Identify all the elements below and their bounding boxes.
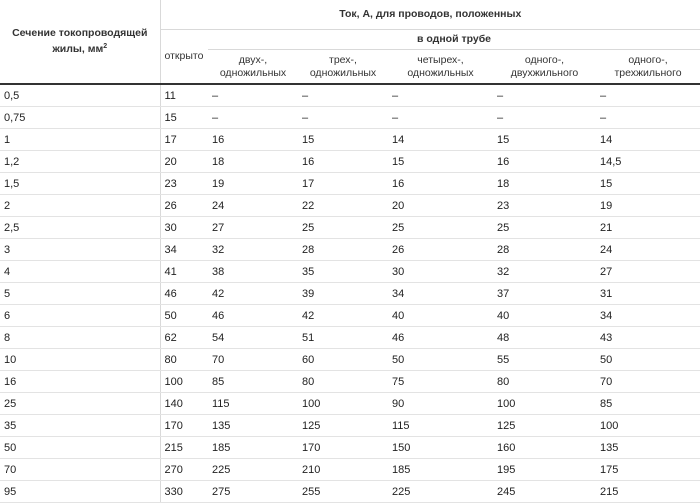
cell-open: 11 — [160, 84, 208, 107]
cell-two-single: 70 — [208, 349, 298, 371]
cell-one-three-core: 43 — [596, 327, 700, 349]
cell-one-three-core: 24 — [596, 239, 700, 261]
table-row — [0, 349, 700, 371]
cell-one-three-core: – — [596, 107, 700, 129]
cell-two-single: 19 — [208, 173, 298, 195]
cell-open: 100 — [160, 371, 208, 393]
table-header — [0, 0, 700, 84]
cell-one-two-core: 245 — [493, 481, 596, 503]
cell-three-single: 35 — [298, 261, 388, 283]
cell-four-single: 46 — [388, 327, 493, 349]
cell-three-single: 80 — [298, 371, 388, 393]
table-body — [0, 84, 700, 503]
cell-one-three-core: 14,5 — [596, 151, 700, 173]
cell-section: 70 — [0, 459, 160, 481]
cell-two-single: 18 — [208, 151, 298, 173]
cell-section: 1,2 — [0, 151, 160, 173]
table-row — [0, 217, 700, 239]
cell-three-single: 51 — [298, 327, 388, 349]
cell-section: 6 — [0, 305, 160, 327]
cell-four-single: 20 — [388, 195, 493, 217]
cell-section: 1,5 — [0, 173, 160, 195]
cell-open: 20 — [160, 151, 208, 173]
table-row — [0, 84, 700, 107]
cell-open: 34 — [160, 239, 208, 261]
cell-open: 62 — [160, 327, 208, 349]
table-row — [0, 107, 700, 129]
cell-section: 3 — [0, 239, 160, 261]
cell-one-two-core: 40 — [493, 305, 596, 327]
cell-three-single: 100 — [298, 393, 388, 415]
cell-three-single: 60 — [298, 349, 388, 371]
cell-open: 41 — [160, 261, 208, 283]
in-pipe-header: в одной трубе — [208, 30, 700, 50]
sub-header-line1: одного-, — [524, 53, 565, 66]
cell-open: 23 — [160, 173, 208, 195]
sub-header-one-three-core — [596, 50, 700, 85]
cell-three-single: 22 — [298, 195, 388, 217]
cell-open: 270 — [160, 459, 208, 481]
table-row — [0, 459, 700, 481]
cell-three-single: 28 — [298, 239, 388, 261]
cell-one-two-core: 23 — [493, 195, 596, 217]
cell-two-single: 46 — [208, 305, 298, 327]
sub-header-line2: одножильных — [219, 66, 287, 79]
cell-two-single: 27 — [208, 217, 298, 239]
cell-section: 95 — [0, 481, 160, 503]
cell-two-single: 54 — [208, 327, 298, 349]
cell-one-two-core: 100 — [493, 393, 596, 415]
cell-one-three-core: 135 — [596, 437, 700, 459]
cell-section: 8 — [0, 327, 160, 349]
cell-open: 170 — [160, 415, 208, 437]
cell-section: 16 — [0, 371, 160, 393]
cell-four-single: 16 — [388, 173, 493, 195]
sub-header-line2: одножильных — [309, 66, 377, 79]
cell-one-three-core: 215 — [596, 481, 700, 503]
table-row — [0, 261, 700, 283]
cell-section: 4 — [0, 261, 160, 283]
cell-one-two-core: 125 — [493, 415, 596, 437]
cell-four-single: 34 — [388, 283, 493, 305]
cell-two-single: 85 — [208, 371, 298, 393]
cell-section: 0,5 — [0, 84, 160, 107]
cell-two-single: 275 — [208, 481, 298, 503]
cell-three-single: 42 — [298, 305, 388, 327]
cell-four-single: 50 — [388, 349, 493, 371]
cell-section: 10 — [0, 349, 160, 371]
cell-two-single: 38 — [208, 261, 298, 283]
cell-two-single: 24 — [208, 195, 298, 217]
cell-one-two-core: 16 — [493, 151, 596, 173]
cell-one-three-core: 34 — [596, 305, 700, 327]
cell-open: 17 — [160, 129, 208, 151]
cell-four-single: 185 — [388, 459, 493, 481]
cell-one-three-core: 15 — [596, 173, 700, 195]
sub-header-four-single — [388, 50, 493, 85]
cell-three-single: 210 — [298, 459, 388, 481]
cell-section: 2 — [0, 195, 160, 217]
cell-two-single: – — [208, 107, 298, 129]
table-row — [0, 393, 700, 415]
cell-four-single: 225 — [388, 481, 493, 503]
cell-four-single: 30 — [388, 261, 493, 283]
table-row — [0, 415, 700, 437]
cell-one-two-core: – — [493, 84, 596, 107]
cell-one-three-core: 31 — [596, 283, 700, 305]
cell-two-single: 185 — [208, 437, 298, 459]
cell-four-single: 15 — [388, 151, 493, 173]
cell-four-single: – — [388, 84, 493, 107]
sub-header-line1: трех-, — [329, 53, 357, 66]
cell-four-single: 115 — [388, 415, 493, 437]
cell-two-single: 225 — [208, 459, 298, 481]
cell-two-single: – — [208, 84, 298, 107]
cell-four-single: 75 — [388, 371, 493, 393]
cell-one-two-core: 80 — [493, 371, 596, 393]
table-row — [0, 283, 700, 305]
cell-two-single: 135 — [208, 415, 298, 437]
open-header: открыто — [160, 30, 208, 85]
cell-one-two-core: 32 — [493, 261, 596, 283]
table-row — [0, 151, 700, 173]
cell-one-three-core: 19 — [596, 195, 700, 217]
cell-open: 30 — [160, 217, 208, 239]
cell-four-single: 90 — [388, 393, 493, 415]
cell-one-three-core: 27 — [596, 261, 700, 283]
cell-three-single: 25 — [298, 217, 388, 239]
cell-section: 2,5 — [0, 217, 160, 239]
cell-three-single: 39 — [298, 283, 388, 305]
cell-four-single: – — [388, 107, 493, 129]
table-row — [0, 437, 700, 459]
section-header-text: Сечение токопроводящей жилы, мм — [12, 27, 148, 55]
cell-one-three-core: 100 — [596, 415, 700, 437]
cell-open: 26 — [160, 195, 208, 217]
cell-open: 50 — [160, 305, 208, 327]
cell-three-single: – — [298, 84, 388, 107]
table-row — [0, 173, 700, 195]
sub-header-line1: двух-, — [238, 53, 268, 66]
sub-header-line1: одного-, — [628, 53, 668, 66]
cell-one-two-core: 55 — [493, 349, 596, 371]
sub-header-two-single — [208, 50, 298, 85]
cell-section: 0,75 — [0, 107, 160, 129]
cell-two-single: 32 — [208, 239, 298, 261]
cell-one-two-core: 18 — [493, 173, 596, 195]
cell-one-three-core: 70 — [596, 371, 700, 393]
sub-header-three-single — [298, 50, 388, 85]
table-row — [0, 371, 700, 393]
section-header-sup: 2 — [103, 43, 108, 50]
cell-one-two-core: 15 — [493, 129, 596, 151]
section-header — [0, 0, 160, 84]
sub-header-line1: четырех-, — [417, 53, 464, 66]
current-header: Ток, А, для проводов, положенных — [160, 0, 700, 30]
cell-one-two-core: 195 — [493, 459, 596, 481]
cell-three-single: 125 — [298, 415, 388, 437]
cell-section: 35 — [0, 415, 160, 437]
cell-one-two-core: 48 — [493, 327, 596, 349]
cell-three-single: – — [298, 107, 388, 129]
cell-four-single: 14 — [388, 129, 493, 151]
cell-section: 1 — [0, 129, 160, 151]
cell-one-three-core: 14 — [596, 129, 700, 151]
cell-two-single: 115 — [208, 393, 298, 415]
cell-two-single: 42 — [208, 283, 298, 305]
cell-open: 140 — [160, 393, 208, 415]
cell-section: 5 — [0, 283, 160, 305]
cell-open: 15 — [160, 107, 208, 129]
cell-four-single: 26 — [388, 239, 493, 261]
cell-section: 25 — [0, 393, 160, 415]
cell-one-two-core: 37 — [493, 283, 596, 305]
cell-three-single: 170 — [298, 437, 388, 459]
cell-three-single: 17 — [298, 173, 388, 195]
cell-open: 330 — [160, 481, 208, 503]
cell-section: 50 — [0, 437, 160, 459]
table-row — [0, 239, 700, 261]
table-row — [0, 195, 700, 217]
cell-one-three-core: 85 — [596, 393, 700, 415]
cell-four-single: 25 — [388, 217, 493, 239]
sub-header-line2: одножильных — [407, 66, 474, 79]
sub-header-line2: двухжильного — [510, 66, 579, 79]
table-row — [0, 481, 700, 503]
table-row — [0, 129, 700, 151]
cell-one-two-core: – — [493, 107, 596, 129]
cell-open: 46 — [160, 283, 208, 305]
sub-header-line2: трехжильного — [614, 66, 682, 79]
cell-two-single: 16 — [208, 129, 298, 151]
cell-one-two-core: 160 — [493, 437, 596, 459]
cell-three-single: 255 — [298, 481, 388, 503]
cell-one-three-core: 50 — [596, 349, 700, 371]
table-row — [0, 327, 700, 349]
cell-four-single: 150 — [388, 437, 493, 459]
cell-one-three-core: 175 — [596, 459, 700, 481]
cell-open: 80 — [160, 349, 208, 371]
cell-one-two-core: 28 — [493, 239, 596, 261]
cell-one-three-core: – — [596, 84, 700, 107]
cell-four-single: 40 — [388, 305, 493, 327]
cell-open: 215 — [160, 437, 208, 459]
cell-three-single: 15 — [298, 129, 388, 151]
sub-header-one-two-core — [493, 50, 596, 85]
table-row — [0, 305, 700, 327]
cell-one-three-core: 21 — [596, 217, 700, 239]
cell-three-single: 16 — [298, 151, 388, 173]
cell-one-two-core: 25 — [493, 217, 596, 239]
